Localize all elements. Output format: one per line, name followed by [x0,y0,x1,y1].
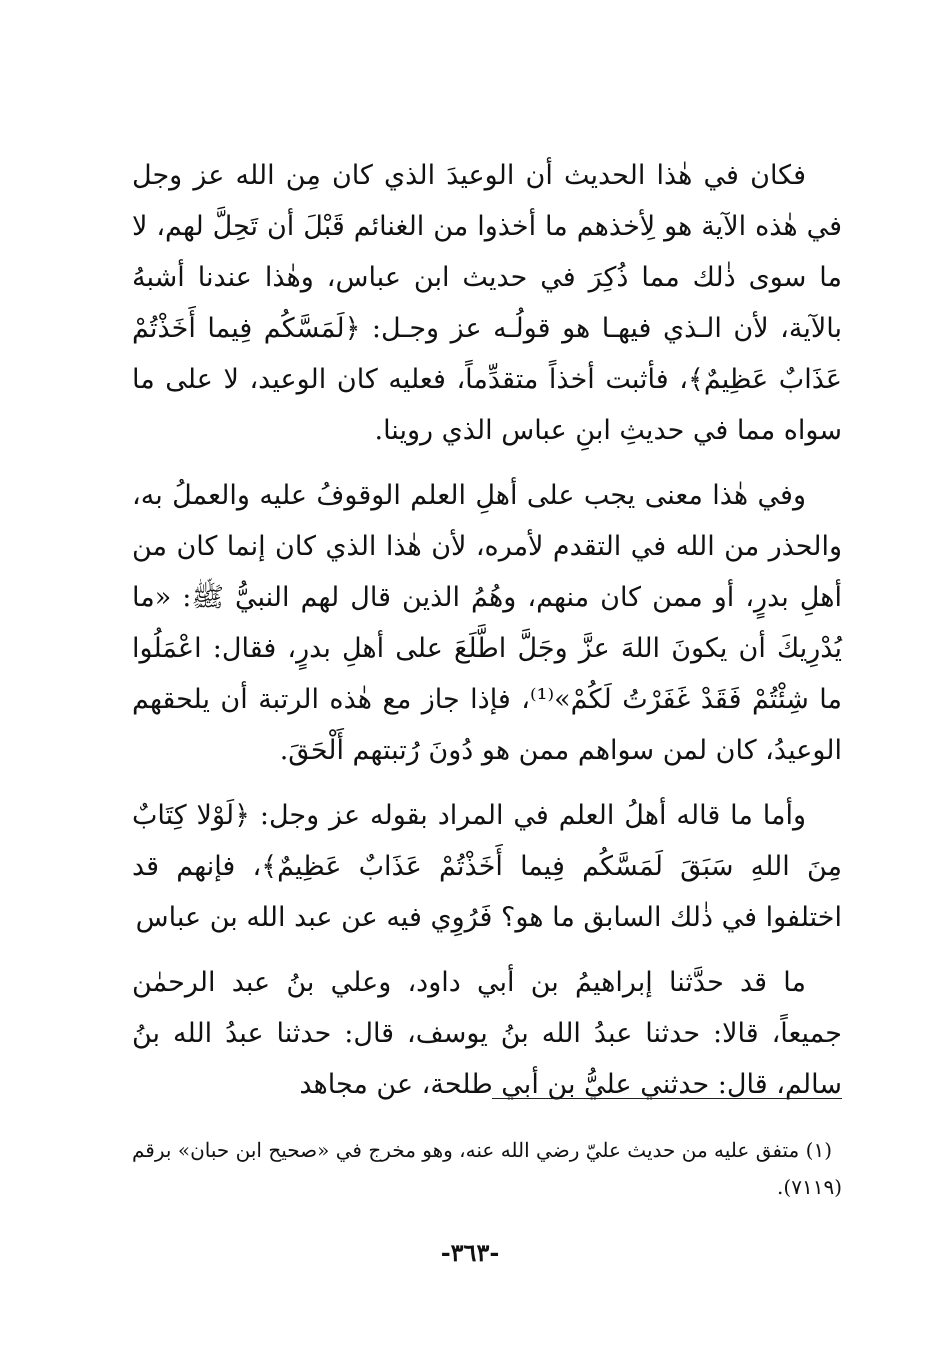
paragraph-4: ما قد حدَّثنا إبراهيمُ بن أبي داود، وعلي بنُ عبد الرحمٰن جميعاً، قالا: حدثنا عبدُ الله بنُ يوسف، قال: حدثنا عبدُ الله بنُ سالم، قال: حدثني عليُّ بن أبي طلحة، عن مجاهد [132,967,842,1100]
paragraph-1: فكان في هٰذا الحديث أن الوعيدَ الذي كان مِن الله عز وجل في هٰذه الآية هو لِأخذهم ما أخذوا من الغنائم قَبْلَ أن تَحِلَّ لهم، لا ما سوى ذٰلك مما ذُكِرَ في حديث ابن عباس، وهٰذا عندنا أشبهُ بالآية، لأن الـذي فيهـا هو قولُـه عز وجـل: ﴿لَمَسَّكُم فِيما أَخَذْتُمْ عَذَابٌ عَظِيمٌ﴾، فأثبت أخذاً متقدِّماً، فعليه كان الوعيد، لا على ما سواه مما في حديثِ ابنِ عباس الذي روينا. [132,160,842,446]
footnote-divider [492,1098,842,1099]
paragraph-2: وفي هٰذا معنى يجب على أهلِ العلم الوقوفُ عليه والعملُ به، والحذر من الله في التقدم لأمره، لأن هٰذا الذي كان إنما كان من أهلِ بدرٍ، أو ممن كان منهم، وهُمُ الذين قال لهم النبيُّ ﷺ: «ما يُدْرِيكَ أن يكونَ اللهَ عزَّ وجَلَّ اطَّلَعَ على أهلِ بدرٍ، فقال: اعْمَلُوا ما شِئْتُمْ فَقَدْ غَفَرْتُ لَكُمْ»⁽¹⁾، فإذا جاز مع هٰذه الرتبة أن يلحقهم الوعيدُ، كان لمن سواهم ممن هو دُونَ رُتبتهم أَلْحَقَ. [132,480,842,766]
paragraph-3: وأما ما قاله أهلُ العلم في المراد بقوله عز وجل: ﴿لَوْلا كِتَابٌ مِنَ اللهِ سَبَقَ لَمَسَّكُم فِيما أَخَذْتُمْ عَذَابٌ عَظِيمٌ﴾، فإنهم قد اختلفوا في ذٰلك السابق ما هو؟ فَرُوِي فيه عن عبد الله بن عباس [132,800,842,933]
page-number: -٣٦٣- [440,1238,500,1267]
footnote: (١) متفق عليه من حديث عليّ رضي الله عنه، وهو مخرج في «صحيح ابن حبان» برقم (٧١١٩). [132,1138,842,1199]
main-text [132,150,842,1110]
